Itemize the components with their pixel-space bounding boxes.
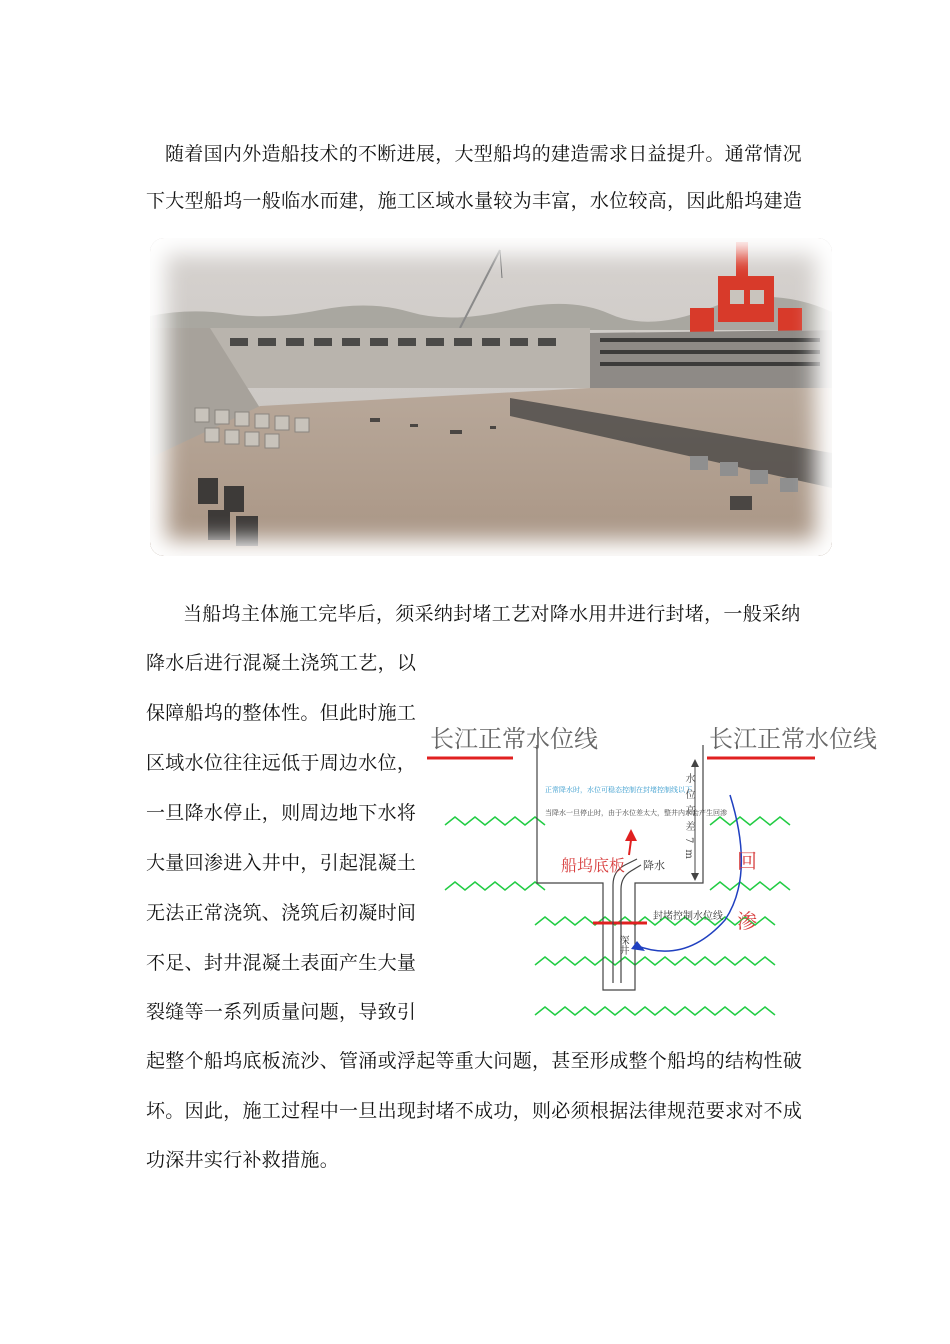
- well-seepage-diagram: [425, 705, 877, 1035]
- paragraph1-line2: 下大型船坞一般临水而建，施工区域水量较为丰富，水位较高，因此船坞建造: [146, 190, 803, 212]
- paragraph2-line7: 无法正常浇筑、浇筑后初凝时间: [146, 902, 417, 924]
- paragraph2-line2: 降水后进行混凝土浇筑工艺，以: [146, 652, 417, 674]
- paragraph2-line10: 起整个船坞底板流沙、管涌或浮起等重大问题，甚至形成整个船坞的结构性破: [146, 1050, 803, 1072]
- paragraph2-line11: 坏。因此，施工过程中一旦出现封堵不成功，则必须根据法律规范要求对不成: [146, 1100, 803, 1122]
- paragraph1-line1: 随着国内外造船技术的不断进展，大型船坞的建造需求日益提升。通常情况: [165, 143, 802, 165]
- shipyard-dock-photo: [150, 238, 832, 556]
- seal-line-label: 封堵控制水位线: [653, 911, 723, 922]
- level-difference-label: 水位高差7m: [683, 773, 694, 865]
- dewater-arrow-icon: [625, 829, 637, 841]
- paragraph2-line9: 裂缝等一系列质量问题，导致引: [146, 1001, 417, 1023]
- paragraph2-line12: 功深井实行补救措施。: [146, 1149, 340, 1171]
- deep-well-label: 深井: [617, 935, 628, 955]
- paragraph2-line1: 当船坞主体施工完毕后，须采纳封堵工艺对降水用井进行封堵，一般采纳: [183, 603, 801, 625]
- seepage-arrow-icon: [631, 941, 645, 951]
- seepage-label-2: 渗: [737, 909, 757, 933]
- stop-dewater-note: 当降水一旦停止时，由于水位差太大，整井内水会产生回渗: [545, 809, 727, 817]
- dewater-label: 降水: [643, 859, 665, 872]
- paragraph2-line5: 一旦降水停止，则周边地下水将: [146, 802, 417, 824]
- normal-dewater-note: 正常降水时，水位可稳态控制在封堵控制线以下: [545, 786, 692, 794]
- dock-floor-label: 船坞底板: [561, 856, 626, 875]
- seepage-label-1: 回: [737, 849, 757, 873]
- paragraph2-line8: 不足、封井混凝土表面产生大量: [146, 952, 417, 974]
- paragraph2-line3: 保障船坞的整体性。但此时施工: [146, 702, 417, 724]
- left-water-level-label: 长江正常水位线: [430, 725, 598, 753]
- right-water-level-label: 长江正常水位线: [709, 725, 877, 753]
- paragraph2-line4: 区域水位往往远低于周边水位，: [146, 752, 417, 774]
- paragraph2-line6: 大量回渗进入井中，引起混凝土: [146, 852, 417, 874]
